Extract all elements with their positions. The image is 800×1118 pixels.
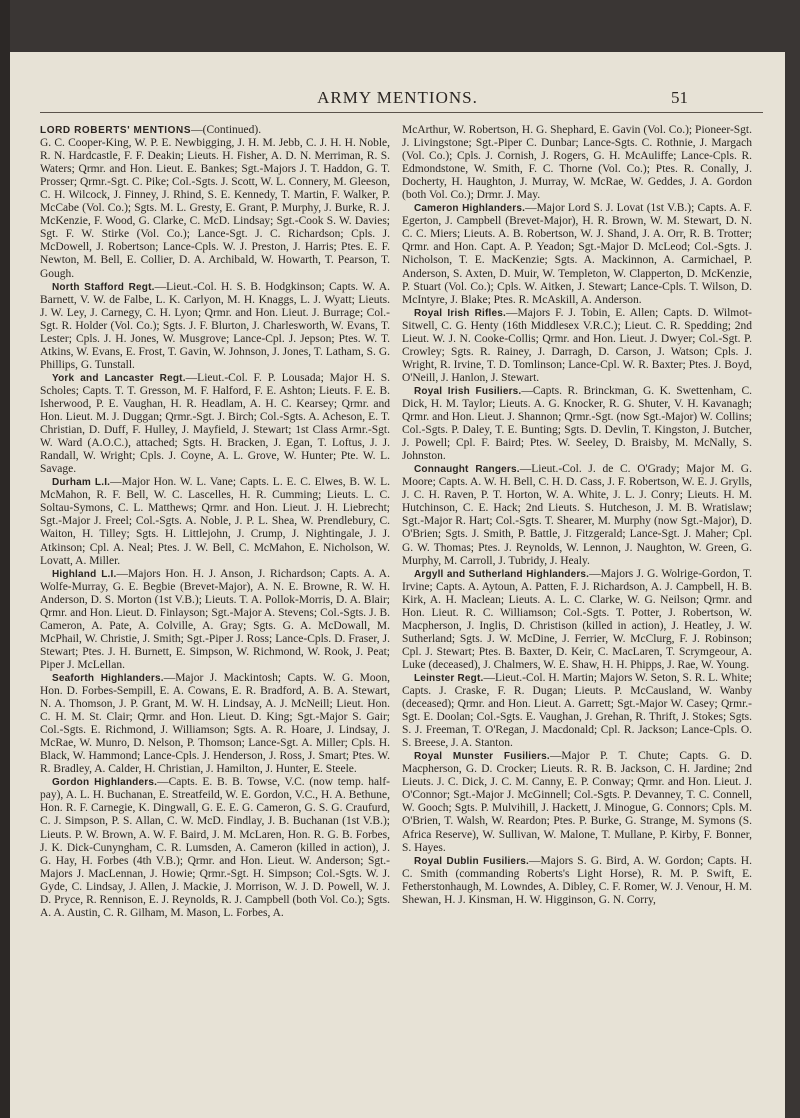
page-title: ARMY MENTIONS. [317, 88, 478, 107]
regiment-heading: Cameron Highlanders. [414, 203, 526, 215]
mention-list: G. C. Cooper-King, W. P. E. Newbigging, J. H. M. Jebb, C. J. H. H. Noble, R. N. Hardcastle, F. F. Deakin; Lieuts. H. Fisher, A. D. N. Merriman, R. S. Waters; Qrmr. and Hon. Lieut. E. Bankes; Sgt.-Majors J. T. Haddon, G. T. Prosser; Qrmr.-Sgt. C. Pike; Col.-Sgts. J. Scott, W. L. Connery, M. Gleeson, C. H. Wilcock, J. Finney, J. Rhind, S. E. Kennedy, T. Martin, F. Walker, P. McCabe (Vol. Co.); Sgts. M. L. Gresty, E. Grant, P. Murphy, J. Burke, R. J. McKenzie, F. Wood, G. Clarke, C. McD. Lindsay; Sgt.-Cook S. W. Davies; Sgt. F. W. Stirke (Vol. Co.); Lance-Sgt. J. C. Richardson; Cpls. J. McDowell, J. Robertson; Lance-Cpls. W. J. Preston, J. Harris; Ptes. E. F. Newton, M. Bell, E. Collier, D. A. Archibald, W. Howarth, T. Pearson, T. Gough. [40, 137, 390, 280]
regiment-entry [402, 463, 752, 567]
running-head [10, 88, 785, 110]
mention-list: —Lieut.-Col. H. S. B. Hodgkinson; Capts. W. A. Barnett, V. W. de Falbe, L. K. Carlyon, M. H. Knaggs, L. J. Wyatt; Lieuts. J. W. Ley, J. Carnegy, C. H. Lyon; Qrmr. and Hon. Lieut. J. Burrage; Col.-Sgt. R. Holder (Vol. Co.); Sgts. J. F. Blurton, J. Charlesworth, W. Evans, T. Lester; Cpls. J. H. Jones, W. Musgrove; Lance-Cpl. J. Jepson; Ptes. W. T. Atkins, W. Evans, E. Frost, T. Gavin, W. Johnson, J. Jones, T. Latham, S. G. Phillips, G. Tunstall. [40, 280, 391, 371]
mention-list: —Lieut.-Col. F. P. Lousada; Major H. S. Scholes; Capts. T. T. Gresson, M. F. Halford, F. E. Ashton; Lieuts. F. E. B. Isherwood, P. E. Vaughan, H. R. Headlam, A. H. C. Kearsey; Qrmr. and Hon. Lieut. M. J. Duggan; Qrmr.-Sgt. J. Birch; Col.-Sgts. A. Acheson, E. T. Christian, D. Duff, F. Hulley, J. Mayfield, J. Stewart; 1st Class Armr.-Sgt. W. Ward (A.O.C.), attached; Sgts. H. Bracken, J. Egan, T. Loftus, J. J. Randall, W. Wright; Cpls. J. Coyne, A. L. Grove, W. Hunter; Pte. W. L. Savage. [40, 371, 390, 476]
regiment-entry [402, 750, 752, 854]
mention-list: —Majors S. G. Bird, A. W. Gordon; Capts. H. C. Smith (commanding Roberts's Light Horse), R. M. P. Swift, E. Fetherstonhaugh, M. Lowndes, A. Dibley, C. F. Romer, W. J. Venour, H. M. Shewan, H. J. Kinsman, H. W. Higginson, G. N. Corry, [402, 854, 752, 906]
regiment-heading: York and Lancaster Regt. [52, 372, 186, 384]
regiment-entry [40, 568, 390, 672]
mention-list: —Major J. Mackintosh; Capts. W. G. Moon, Hon. D. Forbes-Sempill, E. A. Cowans, E. R. Bradford, A. B. A. Stewart, N. A. Thomson, J. P. Grant, M. W. H. Lindsay, A. J. McNeill; Lieut. Hon. C. H. M. St. Clair; Qrmr. and Hon. Lieut. D. King; Sgt.-Major S. Gair; Col.-Sgts. E. Richmond, J. Williamson; Sgts. A. R. Hoare, J. Lindsay, J. McRae, W. Munro, D. Nelson, P. Thomson; Lance-Sgt. A. Miller; Cpls. H. Black, W. Hammond; Lance-Cpls. J. Henderson, J. Ross, J. Smart; Ptes. W. R. Bradley, A. Calder, H. Christian, J. Hamilton, J. Hunter, E. Steele. [40, 671, 391, 776]
regiment-heading: Durham L.I. [52, 477, 111, 489]
regiment-entry [402, 568, 752, 672]
mention-list: —Lieut.-Col. H. Martin; Majors W. Seton, S. R. L. White; Capts. J. Craske, F. R. Dugan; Lieuts. P. McCausland, W. Wanby (deceased); Qrmr. and Hon. Lieut. A. Garrett; Sgt.-Major W. Casey; Qrmr.-Sgt. E. Doolan; Col.-Sgts. E. Vaughan, J. Grehan, R. Thrift, J. Stokes; Sgts. S. J. Freeman, T. O'Regan, J. Macdonald; Cpl. R. Jackson; Lance-Cpls. O. S. Breese, J. A. Stanton. [402, 671, 753, 750]
book-page [10, 52, 785, 1118]
mention-list: —Majors Hon. H. J. Anson, J. Richardson; Capts. A. A. Wolfe-Murray, G. E. Begbie (Brevet-Major), A. N. E. Browne, R. W. H. Anderson, D. S. Morton (1st V.B.); Lieuts. T. A. Pollok-Morris, D. A. Blair; Qrmr. and Hon. Lieut. D. Finlayson; Sgt.-Major A. Stevens; Col.-Sgts. J. B. Cameron, A. Pate, A. Colville, A. Gray; Sgts. G. A. McDowall, M. McPhail, W. Christie, J. Smith; Sgt.-Piper J. Ross; Lance-Cpls. D. Fraser, J. Stewart; Ptes. J. H. Burnett, E. Simpson, W. Richmond, W. Rook, J. Peat; Piper J. McLellan. [40, 567, 390, 671]
regiment-entry [402, 307, 752, 385]
regiment-entry [40, 281, 390, 372]
mention-list: —Majors J. G. Wolrige-Gordon, T. Irvine; Capts. A. Aytoun, A. Patten, F. J. Richardson, A. J. Campbell, H. B. Kirk, A. H. Maclean; Lieuts. A. L. C. Clarke, W. G. Neilson; Qrmr. and Hon. Lieut. R. C. Williamson; Col.-Sgts. T. Potter, J. Robertson, W. Macpherson, J. Inglis, D. Christison (killed in action), J. Heatley, J. W. Sutherland; Sgts. J. W. McDine, J. Ferrier, W. McClurg, F. J. Robinson; Cpl. J. Stewart; Ptes. B. Baxter, D. Keir, C. MacLaren, T. Scrymgeour, A. Luke (deceased), J. Chalmers, W. E. Shaw, H. H. Phipps, J. Rae, W. Young. [402, 567, 752, 671]
regiment-heading: Argyll and Sutherland Highlanders. [414, 568, 590, 580]
regiment-entry [40, 776, 390, 920]
regiment-entry [40, 476, 390, 567]
mention-list: —Capts. E. B. B. Towse, V.C. (now temp. half-pay), A. L. H. Buchanan, E. Streatfeild, W. E. Gordon, V.C., H. A. Bethune, Hon. R. F. Carnegie, K. Dingwall, G. E. E. G. Cameron, G. S. G. Craufurd, C. J. Simpson, P. S. Allan, C. W. McD. Findlay, J. B. Buchanan (1st V.B.); Lieuts. P. W. Brown, A. W. F. Baird, J. M. McLaren, Hon. R. G. B. Forbes, J. K. Dick-Cunyngham, C. R. Lumsden, A. Cameron (killed in action), J. G. Hay, H. Forbes (4th V.B.); Qrmr. and Hon. Lieut. W. Anderson; Sgt.-Majors J. MacLennan, J. Howie; Qrmr.-Sgt. H. Simpson; Col.-Sgts. W. J. Gyde, C. Lindsay, J. Allen, J. Mackie, J. Morrison, W. J. D. Powell, W. J. D. Pryce, R. Rennison, E. J. Reynolds, R. J. Campbell (both Vol. Co.); Sgts. A. A. Austin, C. R. Gilham, M. Mason, L. Forbes, A. [40, 776, 390, 919]
regiment-entry [40, 372, 390, 476]
regiment-entry [402, 672, 752, 750]
mention-list: —Lieut.-Col. J. de C. O'Grady; Major M. G. Moore; Capts. A. W. H. Bell, C. H. D. Cass, J. F. Robertson, W. E. J. Grylls, J. C. H. Raven, P. T. Horton, W. A. White, J. L. J. Conry; Lieuts. H. M. Hutchinson, C. E. Hack; 2nd Lieuts. S. Hutcheson, J. M. B. Wratislaw; Sgt.-Major R. Hart; Col.-Sgts. T. Shearer, M. Murphy (now Sgt.-Major), D. O'Brien; Sgts. J. Smith, P. Battle, J. Fitzgerald; Lance-Sgt. J. Maher; Cpl. G. W. Thomas; Ptes. J. Reynolds, W. Lennon, J. Naughton, W. Green, G. Murphy, M. Carroll, J. Tubridy, J. Healy. [402, 463, 752, 567]
regiment-heading: North Stafford Regt. [52, 281, 155, 293]
regiment-heading: Seaforth Highlanders. [52, 672, 164, 684]
regiment-entry [402, 124, 752, 202]
scan-edge [0, 0, 10, 1118]
regiment-entry [402, 202, 752, 306]
regiment-entry [40, 672, 390, 776]
mention-list: —Capts. R. Brinckman, G. K. Swettenham, C. Dick, H. M. Taylor; Lieuts. A. G. Knocker, R. G. Shuter, V. H. Kavanagh; Qrmr. and Hon. Lieut. J. Shannon; Qrmr.-Sgt. (now Sgt.-Major) W. Collins; Col.-Sgts. P. Daley, T. E. Bunting; Sgts. D. Devlin, T. Kingston, J. Butcher, J. Powell; Cpl. F. Baird; Ptes. W. Seeley, D. Braisby, M. McNally, S. Johnston. [402, 384, 752, 463]
mention-list: —Majors F. J. Tobin, E. Allen; Capts. D. Wilmot-Sitwell, C. G. Henty (16th Middlesex V.R.C.); Lieut. C. R. Spedding; 2nd Lieut. W. J. N. Cooke-Collis; Qrmr. and Hon. Lieut. J. Dwyer; Col.-Sgt. P. Crowley; Sgts. R. Rainey, J. Darragh, D. Carson, J. Watson; Cpls. J. Wright, R. Irvine, T. D. Tomlinson; Lance-Cpl. W. R. Baxter; Ptes. J. Boyd, O'Neill, J. Hanlon, J. Stewart. [402, 306, 753, 384]
right-column [402, 124, 752, 907]
mention-list: —Major P. T. Chute; Capts. G. D. Macpherson, G. D. Crocker; Lieuts. R. R. B. Jackson, C. H. Jardine; 2nd Lieuts. J. C. Dick, J. C. M. Canny, E. P. Conway; Qrmr. and Hon. Lieut. J. O'Connor; Sgt.-Major J. McGinnell; Col.-Sgts. P. Devanney, T. C. Connell, W. Gooch; Sgts. P. Mulvihill, J. Hackett, J. Minogue, G. Connors; Cpls. M. O'Brien, T. Walsh, W. Reardon; Ptes. P. Burke, G. Strange, M. Symons (S. Africa Reserve), W. Sullivan, W. Malone, T. Mullane, P. Kirby, F. Bonner, S. Hayes. [402, 750, 752, 854]
regiment-entry [402, 855, 752, 907]
page-number: 51 [671, 88, 688, 107]
regiment-heading: Royal Munster Fusiliers. [414, 751, 550, 763]
regiment-entry [40, 124, 390, 281]
regiment-heading: Connaught Rangers. [414, 464, 520, 476]
header-rule [40, 112, 763, 113]
regiment-heading: Royal Dublin Fusiliers. [414, 855, 530, 867]
mention-list: —Major Hon. W. L. Vane; Capts. L. E. C. Elwes, B. W. L. McMahon, R. F. Bell, W. C. Lascelles, H. R. Cumming; Lieuts. L. C. Soltau-Symons, C. L. Matthews; Qrmr. and Hon. Lieut. J. H. Liebrecht; Sgt.-Major J. Freel; Col.-Sgts. A. Noble, J. P. L. Shea, W. Prendlebury, C. Waiton, H. Tilley; Sgts. H. Littlejohn, J. Crump, J. Nightingale, J. J. Atkinson; Cpl. A. Neal; Ptes. J. W. Bell, C. McMahon, E. Nicholson, W. Lovatt, A. Miller. [40, 476, 390, 567]
regiment-heading: LORD ROBERTS' MENTIONS [40, 125, 192, 136]
regiment-heading: Leinster Regt. [414, 672, 484, 684]
regiment-entry [402, 385, 752, 463]
heading-suffix: —(Continued). [191, 124, 262, 136]
mention-list: McArthur, W. Robertson, H. G. Shephard, E. Gavin (Vol. Co.); Pioneer-Sgt. J. Livingstone; Sgt.-Piper C. Dunbar; Lance-Sgts. C. Rothnie, J. Margach (Vol. Co.); Cpls. J. Cornish, J. Rogers, G. H. McAuliffe; Lance-Cpls. R. Edmondstone, W. Smith, F. C. Thorne (Vol. Co.); Ptes. R. Conally, J. Docherty, H. Haughton, J. Murray, W. McRae, W. Geddes, J. A. Gordon (both Vol. Co.); Drmr. J. May. [402, 124, 752, 202]
regiment-heading: Royal Irish Rifles. [414, 307, 507, 319]
left-column [40, 124, 390, 920]
regiment-heading: Gordon Highlanders. [52, 777, 158, 789]
mention-list: —Major Lord S. J. Lovat (1st V.B.); Capts. A. F. Egerton, J. Campbell (Brevet-Major), H. R. Brown, W. M. Stewart, D. N. C. C. Miers; Lieuts. A. B. Robertson, W. J. Shand, J. A. Orr, R. B. Trotter; Qrmr. and Hon. Capt. A. P. Yeadon; Sgt.-Major D. McLeod; Col.-Sgts. J. Nicholson, T. E. MacKenzie; Sgts. A. Mackinnon, A. Carmichael, P. Anderson, S. Axten, D. Muir, W. Templeton, W. Clapperton, D. McKenzie, P. Stuart (Vol. Co.); Cpls. W. Aitken, J. Stewart; Lance-Cpls. T. Wilson, D. McIntyre, J. Blake; Ptes. R. McAskill, A. Anderson. [402, 202, 752, 306]
regiment-heading: Highland L.I. [52, 568, 117, 580]
regiment-heading: Royal Irish Fusiliers. [414, 385, 522, 397]
